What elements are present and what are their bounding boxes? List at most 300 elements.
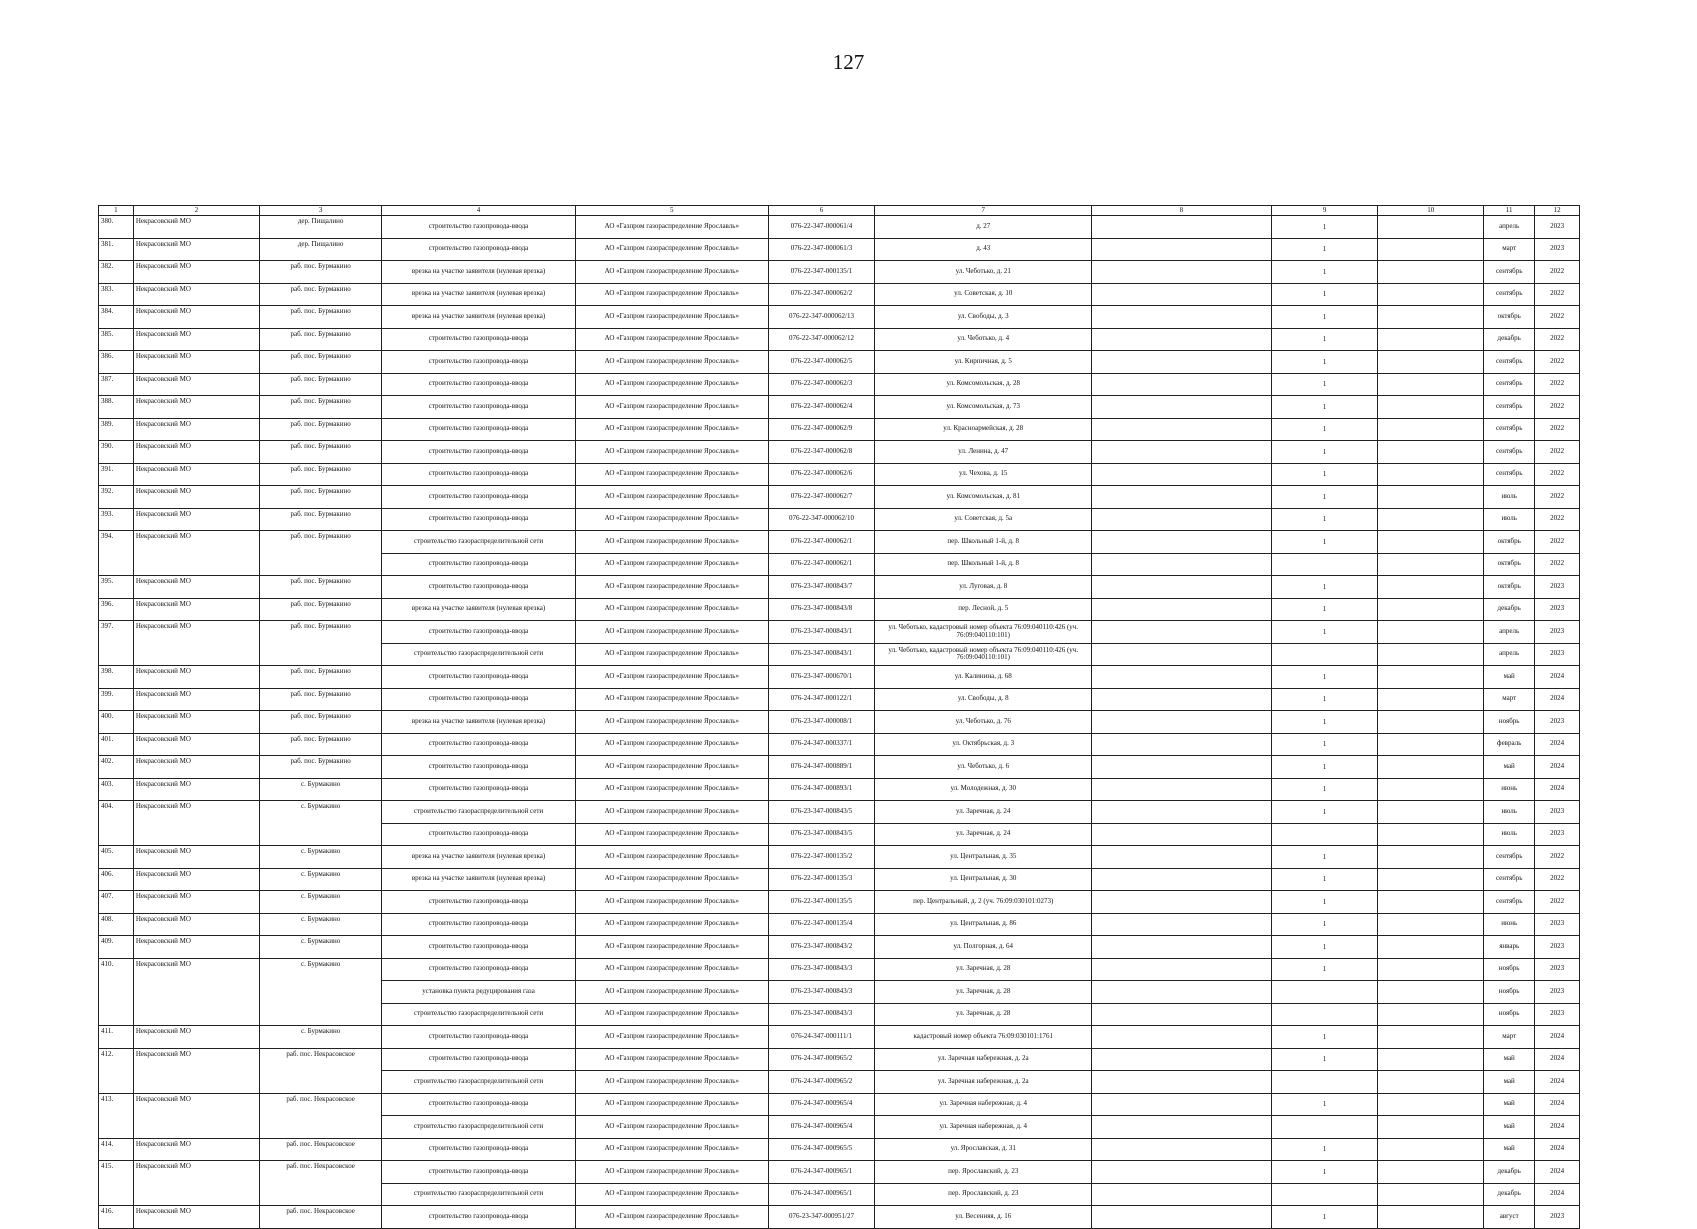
table-row (99, 1138, 1580, 1161)
application-code-cell: 076-22-347-000135/2 (768, 846, 875, 869)
work-type-cell: строительство газопровода-ввода (382, 373, 576, 396)
work-type-cell: строительство газопровода-ввода (382, 576, 576, 599)
row-number: 386. (99, 351, 134, 374)
table-row (99, 621, 1580, 644)
table-row (99, 351, 1580, 374)
work-type-cell: строительство газораспределительной сети (382, 1071, 576, 1094)
month-cell: март (1484, 1026, 1535, 1049)
row-number: 399. (99, 688, 134, 711)
row-number: 387. (99, 373, 134, 396)
settlement-cell: раб. пос. Бурмакино (260, 711, 382, 734)
empty-cell (1378, 1183, 1484, 1206)
settlement-cell: раб. пос. Бурмакино (260, 733, 382, 756)
application-code-cell: 076-24-347-000111/1 (768, 1026, 875, 1049)
empty-cell (1378, 1048, 1484, 1071)
month-cell: май (1484, 1116, 1535, 1139)
year-cell: 2022 (1535, 373, 1580, 396)
address-cell: д. 27 (875, 216, 1092, 239)
address-cell: ул. Чехова, д. 15 (875, 463, 1092, 486)
empty-cell (1378, 1003, 1484, 1026)
application-code-cell: 076-22-347-000062/6 (768, 463, 875, 486)
organization-cell: АО «Газпром газораспределение Ярославль» (575, 351, 768, 374)
month-cell: май (1484, 666, 1535, 689)
settlement-cell: дер. Пищалино (260, 216, 382, 239)
address-cell: ул. Комсомольская, д. 81 (875, 486, 1092, 509)
quantity-cell (1271, 1116, 1378, 1139)
settlement-cell: с. Бурмакино (260, 936, 382, 959)
month-cell: сентябрь (1484, 868, 1535, 891)
organization-cell: АО «Газпром газораспределение Ярославль» (575, 823, 768, 846)
month-cell: сентябрь (1484, 441, 1535, 464)
settlement-cell: раб. пос. Бурмакино (260, 418, 382, 441)
application-code-cell: 076-22-347-000062/5 (768, 351, 875, 374)
empty-cell (1092, 463, 1272, 486)
empty-cell (1092, 958, 1272, 981)
column-header: 3 (260, 206, 382, 216)
address-cell: ул. Чеботько, д. 6 (875, 756, 1092, 779)
organization-cell: АО «Газпром газораспределение Ярославль» (575, 328, 768, 351)
work-type-cell: строительство газопровода-ввода (382, 1093, 576, 1116)
work-type-cell: строительство газопровода-ввода (382, 328, 576, 351)
table-row (99, 508, 1580, 531)
quantity-cell: 1 (1271, 1161, 1378, 1184)
month-cell: ноябрь (1484, 1003, 1535, 1026)
year-cell: 2023 (1535, 981, 1580, 1004)
month-cell: сентябрь (1484, 261, 1535, 284)
empty-cell (1092, 756, 1272, 779)
year-cell: 2022 (1535, 418, 1580, 441)
municipality-cell: Некрасовский МО (133, 1138, 259, 1161)
settlement-cell: раб. пос. Бурмакино (260, 373, 382, 396)
empty-cell (1378, 508, 1484, 531)
empty-cell (1092, 238, 1272, 261)
address-cell: ул. Чеботько, д. 4 (875, 328, 1092, 351)
table-row (99, 778, 1580, 801)
municipality-cell: Некрасовский МО (133, 688, 259, 711)
column-header: 11 (1484, 206, 1535, 216)
year-cell: 2023 (1535, 621, 1580, 644)
empty-cell (1092, 351, 1272, 374)
municipality-cell: Некрасовский МО (133, 958, 259, 1026)
quantity-cell (1271, 823, 1378, 846)
empty-cell (1378, 823, 1484, 846)
address-cell: пер. Ярославский, д. 23 (875, 1183, 1092, 1206)
application-code-cell: 076-24-347-000965/2 (768, 1048, 875, 1071)
settlement-cell: раб. пос. Бурмакино (260, 441, 382, 464)
empty-cell (1378, 666, 1484, 689)
organization-cell: АО «Газпром газораспределение Ярославль» (575, 1161, 768, 1184)
work-type-cell: строительство газопровода-ввода (382, 1206, 576, 1229)
month-cell: апрель (1484, 643, 1535, 666)
quantity-cell: 1 (1271, 1138, 1378, 1161)
work-type-cell: строительство газопровода-ввода (382, 936, 576, 959)
month-cell: май (1484, 1048, 1535, 1071)
year-cell: 2024 (1535, 778, 1580, 801)
address-cell: ул. Советская, д. 5а (875, 508, 1092, 531)
settlement-cell: раб. пос. Бурмакино (260, 261, 382, 284)
empty-cell (1092, 913, 1272, 936)
year-cell: 2024 (1535, 1071, 1580, 1094)
settlement-cell: раб. пос. Некрасовское (260, 1093, 382, 1138)
work-type-cell: строительство газопровода-ввода (382, 351, 576, 374)
empty-cell (1378, 868, 1484, 891)
work-type-cell: строительство газопровода-ввода (382, 891, 576, 914)
application-code-cell: 076-24-347-000965/1 (768, 1183, 875, 1206)
month-cell: май (1484, 1138, 1535, 1161)
address-cell: ул. Ярославская, д. 31 (875, 1138, 1092, 1161)
row-number: 414. (99, 1138, 134, 1161)
month-cell: июнь (1484, 913, 1535, 936)
empty-cell (1378, 733, 1484, 756)
row-number: 395. (99, 576, 134, 599)
column-header: 8 (1092, 206, 1272, 216)
year-cell: 2022 (1535, 283, 1580, 306)
settlement-cell: раб. пос. Бурмакино (260, 576, 382, 599)
application-code-cell: 076-23-347-000843/2 (768, 936, 875, 959)
column-header: 6 (768, 206, 875, 216)
application-code-cell: 076-23-347-000843/1 (768, 643, 875, 666)
application-code-cell: 076-23-347-000843/8 (768, 598, 875, 621)
empty-cell (1378, 351, 1484, 374)
empty-cell (1378, 1161, 1484, 1184)
settlement-cell: с. Бурмакино (260, 1026, 382, 1049)
settlement-cell: с. Бурмакино (260, 891, 382, 914)
row-number: 394. (99, 531, 134, 576)
application-code-cell: 076-22-347-000062/1 (768, 531, 875, 554)
empty-cell (1092, 666, 1272, 689)
year-cell: 2023 (1535, 711, 1580, 734)
work-type-cell: строительство газопровода-ввода (382, 958, 576, 981)
organization-cell: АО «Газпром газораспределение Ярославль» (575, 1093, 768, 1116)
address-cell: кадастровый номер объекта 76:09:030101:1761 (875, 1026, 1092, 1049)
organization-cell: АО «Газпром газораспределение Ярославль» (575, 306, 768, 329)
application-code-cell: 076-22-347-000062/2 (768, 283, 875, 306)
organization-cell: АО «Газпром газораспределение Ярославль» (575, 486, 768, 509)
application-code-cell: 076-23-347-000008/1 (768, 711, 875, 734)
municipality-cell: Некрасовский МО (133, 756, 259, 779)
year-cell: 2022 (1535, 351, 1580, 374)
organization-cell: АО «Газпром газораспределение Ярославль» (575, 756, 768, 779)
table-row (99, 711, 1580, 734)
year-cell: 2022 (1535, 868, 1580, 891)
empty-cell (1092, 891, 1272, 914)
row-number: 381. (99, 238, 134, 261)
row-number: 398. (99, 666, 134, 689)
municipality-cell: Некрасовский МО (133, 1048, 259, 1093)
empty-cell (1092, 823, 1272, 846)
table-row (99, 1026, 1580, 1049)
settlement-cell: раб. пос. Бурмакино (260, 508, 382, 531)
settlement-cell: с. Бурмакино (260, 778, 382, 801)
work-type-cell: строительство газопровода-ввода (382, 418, 576, 441)
month-cell: сентябрь (1484, 418, 1535, 441)
application-code-cell: 076-23-347-000951/27 (768, 1206, 875, 1229)
empty-cell (1378, 846, 1484, 869)
application-code-cell: 076-22-347-000062/12 (768, 328, 875, 351)
municipality-cell: Некрасовский МО (133, 666, 259, 689)
organization-cell: АО «Газпром газораспределение Ярославль» (575, 1026, 768, 1049)
organization-cell: АО «Газпром газораспределение Ярославль» (575, 733, 768, 756)
work-type-cell: врезка на участке заявителя (нулевая врезка) (382, 283, 576, 306)
month-cell: декабрь (1484, 1161, 1535, 1184)
empty-cell (1092, 283, 1272, 306)
year-cell: 2024 (1535, 1138, 1580, 1161)
address-cell: ул. Свободы, д. 8 (875, 688, 1092, 711)
empty-cell (1092, 643, 1272, 666)
organization-cell: АО «Газпром газораспределение Ярославль» (575, 688, 768, 711)
quantity-cell: 1 (1271, 958, 1378, 981)
quantity-cell: 1 (1271, 913, 1378, 936)
year-cell: 2023 (1535, 801, 1580, 824)
work-type-cell: строительство газопровода-ввода (382, 756, 576, 779)
address-cell: ул. Красноармейская, д. 28 (875, 418, 1092, 441)
quantity-cell: 1 (1271, 621, 1378, 644)
municipality-cell: Некрасовский МО (133, 463, 259, 486)
empty-cell (1092, 1206, 1272, 1229)
settlement-cell: раб. пос. Бурмакино (260, 351, 382, 374)
table-row (99, 936, 1580, 959)
table-row (99, 1048, 1580, 1071)
table-row (99, 283, 1580, 306)
quantity-cell: 1 (1271, 418, 1378, 441)
empty-cell (1092, 418, 1272, 441)
month-cell: май (1484, 756, 1535, 779)
organization-cell: АО «Газпром газораспределение Ярославль» (575, 621, 768, 644)
work-type-cell: строительство газопровода-ввода (382, 441, 576, 464)
empty-cell (1092, 328, 1272, 351)
row-number: 404. (99, 801, 134, 846)
work-type-cell: строительство газопровода-ввода (382, 216, 576, 239)
address-cell: ул. Центральная, д. 35 (875, 846, 1092, 869)
empty-cell (1378, 688, 1484, 711)
work-type-cell: строительство газопровода-ввода (382, 1138, 576, 1161)
empty-cell (1092, 216, 1272, 239)
organization-cell: АО «Газпром газораспределение Ярославль» (575, 598, 768, 621)
table-row (99, 238, 1580, 261)
quantity-cell: 1 (1271, 598, 1378, 621)
year-cell: 2022 (1535, 306, 1580, 329)
municipality-cell: Некрасовский МО (133, 1206, 259, 1229)
address-cell: ул. Калинина, д. 68 (875, 666, 1092, 689)
row-number: 412. (99, 1048, 134, 1093)
work-type-cell: строительство газопровода-ввода (382, 778, 576, 801)
year-cell: 2024 (1535, 756, 1580, 779)
empty-cell (1092, 531, 1272, 554)
address-cell: ул. Чеботько, д. 76 (875, 711, 1092, 734)
organization-cell: АО «Газпром газораспределение Ярославль» (575, 711, 768, 734)
organization-cell: АО «Газпром газораспределение Ярославль» (575, 1138, 768, 1161)
quantity-cell: 1 (1271, 486, 1378, 509)
address-cell: ул. Комсомольская, д. 28 (875, 373, 1092, 396)
empty-cell (1378, 261, 1484, 284)
year-cell: 2023 (1535, 1206, 1580, 1229)
empty-cell (1092, 1116, 1272, 1139)
work-type-cell: строительство газопровода-ввода (382, 1048, 576, 1071)
empty-cell (1378, 756, 1484, 779)
municipality-cell: Некрасовский МО (133, 598, 259, 621)
organization-cell: АО «Газпром газораспределение Ярославль» (575, 396, 768, 419)
address-cell: д. 43 (875, 238, 1092, 261)
year-cell: 2022 (1535, 553, 1580, 576)
year-cell: 2023 (1535, 576, 1580, 599)
application-code-cell: 076-23-347-000843/3 (768, 958, 875, 981)
organization-cell: АО «Газпром газораспределение Ярославль» (575, 238, 768, 261)
year-cell: 2024 (1535, 1183, 1580, 1206)
row-number: 396. (99, 598, 134, 621)
month-cell: сентябрь (1484, 846, 1535, 869)
work-type-cell: строительство газопровода-ввода (382, 486, 576, 509)
table-row (99, 846, 1580, 869)
municipality-cell: Некрасовский МО (133, 283, 259, 306)
quantity-cell: 1 (1271, 396, 1378, 419)
table-row (99, 1161, 1580, 1184)
month-cell: декабрь (1484, 598, 1535, 621)
settlement-cell: раб. пос. Бурмакино (260, 396, 382, 419)
settlement-cell: с. Бурмакино (260, 846, 382, 869)
work-type-cell: установка пункта редуцирования газа (382, 981, 576, 1004)
empty-cell (1378, 463, 1484, 486)
organization-cell: АО «Газпром газораспределение Ярославль» (575, 261, 768, 284)
settlement-cell: раб. пос. Некрасовское (260, 1138, 382, 1161)
table-row (99, 306, 1580, 329)
address-cell: пер. Школьный 1-й, д. 8 (875, 531, 1092, 554)
row-number: 397. (99, 621, 134, 666)
month-cell: сентябрь (1484, 463, 1535, 486)
municipality-cell: Некрасовский МО (133, 891, 259, 914)
municipality-cell: Некрасовский МО (133, 216, 259, 239)
table-row (99, 756, 1580, 779)
organization-cell: АО «Газпром газораспределение Ярославль» (575, 778, 768, 801)
organization-cell: АО «Газпром газораспределение Ярославль» (575, 373, 768, 396)
month-cell: июль (1484, 508, 1535, 531)
quantity-cell: 1 (1271, 531, 1378, 554)
column-header: 12 (1535, 206, 1580, 216)
row-number: 382. (99, 261, 134, 284)
settlement-cell: с. Бурмакино (260, 958, 382, 1026)
column-number-row (99, 206, 1580, 216)
empty-cell (1378, 981, 1484, 1004)
month-cell: апрель (1484, 216, 1535, 239)
quantity-cell: 1 (1271, 238, 1378, 261)
quantity-cell: 1 (1271, 778, 1378, 801)
row-number: 407. (99, 891, 134, 914)
quantity-cell: 1 (1271, 441, 1378, 464)
address-cell: ул. Заречная набережная, д. 2а (875, 1048, 1092, 1071)
year-cell: 2023 (1535, 823, 1580, 846)
month-cell: март (1484, 688, 1535, 711)
month-cell: ноябрь (1484, 711, 1535, 734)
application-code-cell: 076-22-347-000062/8 (768, 441, 875, 464)
application-code-cell: 076-24-347-000965/2 (768, 1071, 875, 1094)
address-cell: ул. Заречная набережная, д. 4 (875, 1116, 1092, 1139)
municipality-cell: Некрасовский МО (133, 1093, 259, 1138)
quantity-cell: 1 (1271, 891, 1378, 914)
empty-cell (1092, 801, 1272, 824)
organization-cell: АО «Газпром газораспределение Ярославль» (575, 1116, 768, 1139)
empty-cell (1092, 1071, 1272, 1094)
empty-cell (1378, 1206, 1484, 1229)
empty-cell (1378, 1093, 1484, 1116)
empty-cell (1092, 936, 1272, 959)
municipality-cell: Некрасовский МО (133, 418, 259, 441)
settlement-cell: раб. пос. Бурмакино (260, 486, 382, 509)
empty-cell (1378, 576, 1484, 599)
quantity-cell: 1 (1271, 756, 1378, 779)
row-number: 413. (99, 1093, 134, 1138)
column-header: 7 (875, 206, 1092, 216)
application-code-cell: 076-23-347-000843/5 (768, 823, 875, 846)
empty-cell (1378, 531, 1484, 554)
quantity-cell (1271, 643, 1378, 666)
empty-cell (1092, 1161, 1272, 1184)
table-row (99, 531, 1580, 554)
table-row (99, 733, 1580, 756)
municipality-cell: Некрасовский МО (133, 328, 259, 351)
municipality-cell: Некрасовский МО (133, 441, 259, 464)
quantity-cell (1271, 553, 1378, 576)
municipality-cell: Некрасовский МО (133, 238, 259, 261)
quantity-cell: 1 (1271, 216, 1378, 239)
application-code-cell: 076-22-347-000062/13 (768, 306, 875, 329)
settlement-cell: раб. пос. Некрасовское (260, 1048, 382, 1093)
organization-cell: АО «Газпром газораспределение Ярославль» (575, 283, 768, 306)
settlement-cell: с. Бурмакино (260, 913, 382, 936)
address-cell: ул. Заречная, д. 24 (875, 801, 1092, 824)
row-number: 389. (99, 418, 134, 441)
work-type-cell: строительство газопровода-ввода (382, 621, 576, 644)
year-cell: 2022 (1535, 441, 1580, 464)
address-cell: ул. Заречная набережная, д. 2а (875, 1071, 1092, 1094)
row-number: 403. (99, 778, 134, 801)
empty-cell (1378, 711, 1484, 734)
settlement-cell: раб. пос. Некрасовское (260, 1161, 382, 1206)
empty-cell (1092, 1026, 1272, 1049)
organization-cell: АО «Газпром газораспределение Ярославль» (575, 508, 768, 531)
month-cell: февраль (1484, 733, 1535, 756)
empty-cell (1378, 553, 1484, 576)
address-cell: ул. Луговая, д. 8 (875, 576, 1092, 599)
work-type-cell: строительство газораспределительной сети (382, 1183, 576, 1206)
row-number: 391. (99, 463, 134, 486)
quantity-cell (1271, 1183, 1378, 1206)
work-type-cell: строительство газораспределительной сети (382, 1003, 576, 1026)
year-cell: 2022 (1535, 261, 1580, 284)
application-code-cell: 076-22-347-000062/7 (768, 486, 875, 509)
municipality-cell: Некрасовский МО (133, 261, 259, 284)
year-cell: 2022 (1535, 891, 1580, 914)
work-type-cell: врезка на участке заявителя (нулевая врезка) (382, 261, 576, 284)
empty-cell (1378, 216, 1484, 239)
application-code-cell: 076-22-347-000135/5 (768, 891, 875, 914)
municipality-cell: Некрасовский МО (133, 351, 259, 374)
empty-cell (1092, 846, 1272, 869)
address-cell: ул. Заречная, д. 24 (875, 823, 1092, 846)
address-cell: ул. Советская, д. 10 (875, 283, 1092, 306)
quantity-cell: 1 (1271, 688, 1378, 711)
year-cell: 2023 (1535, 1003, 1580, 1026)
work-type-cell: строительство газораспределительной сети (382, 531, 576, 554)
table-row (99, 1093, 1580, 1116)
year-cell: 2022 (1535, 846, 1580, 869)
empty-cell (1092, 778, 1272, 801)
empty-cell (1378, 778, 1484, 801)
year-cell: 2024 (1535, 1116, 1580, 1139)
work-type-cell: строительство газопровода-ввода (382, 913, 576, 936)
address-cell: ул. Молодежная, д. 30 (875, 778, 1092, 801)
empty-cell (1092, 598, 1272, 621)
row-number: 388. (99, 396, 134, 419)
row-number: 406. (99, 868, 134, 891)
